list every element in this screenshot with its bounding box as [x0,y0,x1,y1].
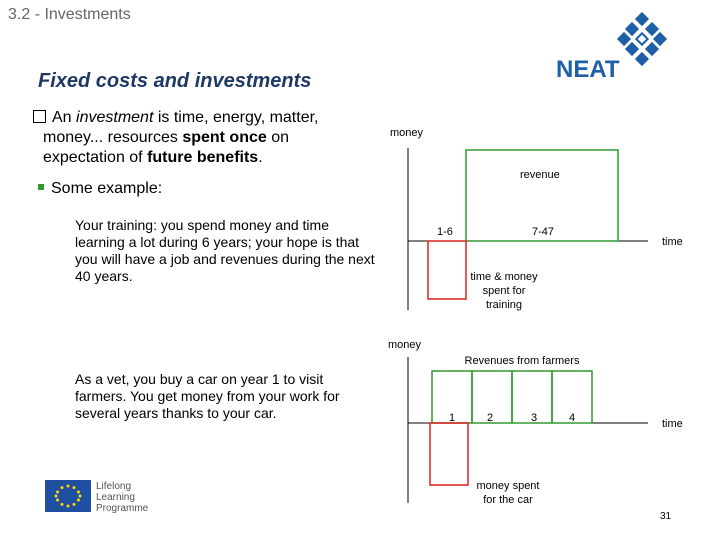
eu-logo-line: Learning [96,492,135,503]
x-axis-label: time [662,236,683,248]
definition-bold: future benefits [147,149,259,166]
page-number: 31 [660,511,672,522]
car-example: As a vet, you buy a car on year 1 to visit farmers. You get money from your work for several years thanks to your car. [75,371,340,421]
y-axis-label: money [388,339,422,351]
definition-bold: spent once [182,129,267,146]
cost-period-label: 1-6 [437,226,453,238]
car-cost-bar [430,423,468,485]
lifelong-learning-logo [40,476,160,516]
eu-logo-line: Programme [96,503,149,514]
slide-title: Fixed costs and investments [38,70,312,92]
cost-label-line: time & money [470,271,538,283]
training-investment-diagram [380,118,710,318]
square-bullet-icon [38,184,44,190]
cost-label-line: for the car [483,494,533,506]
revenue-label: revenue [520,169,560,181]
training-example: Your training: you spend money and time learning a lot during 6 years; your hope is that you will have a job and revenues during the next 40 years. [75,217,375,284]
neat-logo [556,12,676,84]
definition-emphasis: investment [76,109,154,126]
cost-label-line: spent for [482,285,526,297]
example-heading-text: Some example: [51,180,163,197]
revenue-label: Revenues from farmers [464,355,580,367]
definition-text: is time, energy, matter, [153,109,319,126]
cost-label-line: money spent [476,480,540,492]
year-label: 1 [448,412,456,424]
definition-text: An [52,109,77,126]
definition-text: on [266,129,290,146]
checkbox-bullet-icon [33,110,46,123]
eu-logo-line: Lifelong [96,481,132,492]
training-cost-bar [428,241,466,299]
section-label: 3.2 - Investments [8,6,131,23]
y-axis-label: money [390,127,424,139]
year-label: 3 [530,412,538,424]
neat-logo-text: NEAT [556,56,620,83]
cost-label-line: training [485,299,523,311]
investment-definition [33,108,383,168]
example-heading [38,180,162,198]
definition-text: expectation of [43,149,148,166]
x-axis-label: time [662,418,683,430]
car-investment-diagram [380,335,710,507]
year-label: 2 [486,412,494,424]
definition-text: money... resources [43,129,183,146]
revenue-period-label: 7-47 [532,226,555,238]
definition-text: . [258,149,263,166]
year-label: 4 [568,412,576,424]
